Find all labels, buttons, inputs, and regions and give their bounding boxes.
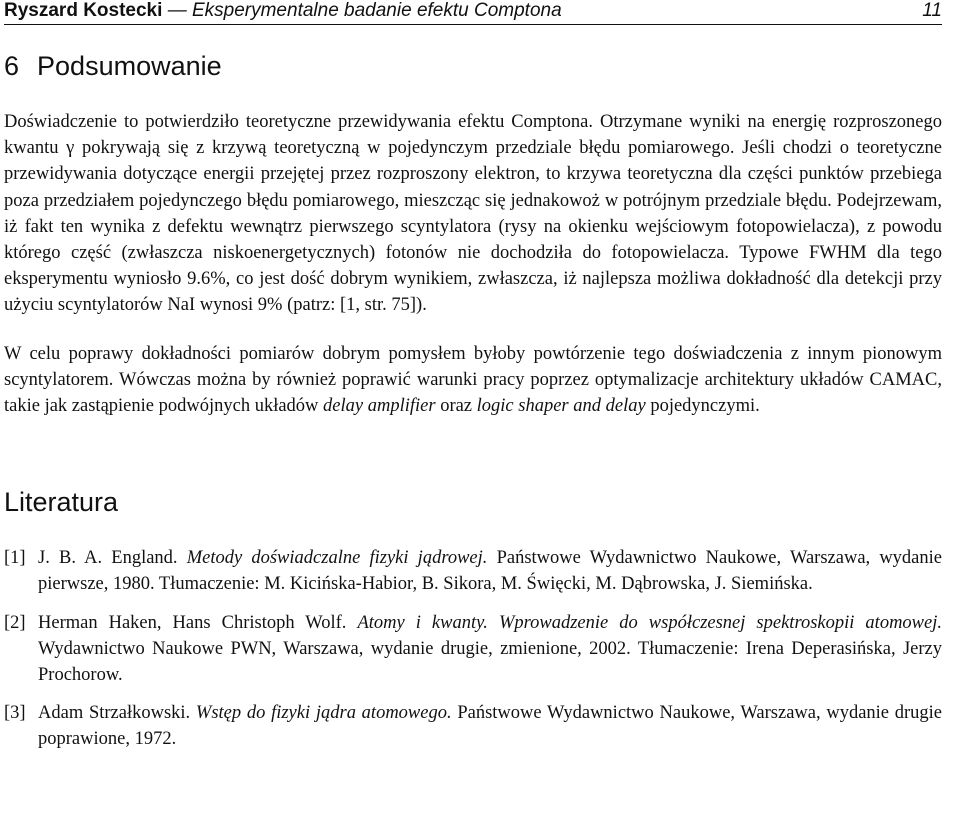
reference-item <box>4 545 942 597</box>
paragraph-2-text-2: oraz <box>435 396 477 417</box>
section-number: 6 <box>4 51 20 81</box>
reference-title: Metody doświadczalne fizyki jądrowej. <box>186 548 488 569</box>
paragraph-2-term-delay-amplifier: delay amplifier <box>323 396 436 417</box>
section-title: Podsumowanie <box>37 51 222 81</box>
paragraph-2-text-1: W celu poprawy dokładności pomiarów dobrym pomysłem byłoby powtórzenie tego doświadczenia z innym pionowym scyntylatorem. Wówczas można by również poprawić warunki pracy poprzez optymalizacje architektury układów CAMAC, takie jak zastąpienie podwójnych układów <box>4 343 942 417</box>
reference-details: Państwowe Wydawnictwo Naukowe, Warszawa, wydanie drugie poprawione, 1972. <box>38 703 942 750</box>
reference-details: Wydawnictwo Naukowe PWN, Warszawa, wydanie drugie, zmienione, 2002. Tłumaczenie: Irena Deperasińska, Jerzy Prochorow. <box>38 638 942 686</box>
reference-item <box>4 700 942 752</box>
reference-authors: Adam Strzałkowski. <box>38 703 196 724</box>
paper-page <box>4 0 942 765</box>
literature-heading: Literatura <box>4 487 119 518</box>
paragraph-2-term-logic-shaper: logic shaper and delay <box>476 396 646 417</box>
paragraph-2-text-3: pojedynczymi. <box>645 396 760 417</box>
header-title: Eksperymentalne badanie efektu Comptona <box>191 0 562 21</box>
reference-title: Wstęp do fizyki jądra atomowego. <box>195 703 452 724</box>
reference-number: [2] <box>4 612 26 633</box>
header-separator: — <box>167 0 187 21</box>
reference-number: [1] <box>4 548 26 569</box>
summary-paragraph-2 <box>4 341 942 420</box>
summary-paragraph-1: Doświadczenie to potwierdziło teoretyczne przewidywania efektu Comptona. Otrzymane wyniki na energię rozproszonego kwantu γ pokrywają się z krzywą teoretyczną w pojedynczym przedziale błędu pomiarowego. Jeśli chodzi o teoretyczne przewidywania dotyczące energii przejętej przez rozproszony elektron, to krzywa teoretyczna dla części punktów przebiega poza przedziałem pojedynczego błędu pomiarowego, mieszcząc się jednakowoż w potrójnym przedziale błędu. Podejrzewam, iż fakt ten wynika z defektu wewnątrz pierwszego scyntylatora (rysy na okienku wejściowym fotopowielacza), z powodu którego część (zwłaszcza niskoenergetycznych) fotonów nie dochodziła do fotopowielacza. Typowe FWHM dla tego eksperymentu wyniosło 9.6%, co jest dość dobrym wynikiem, zwłaszcza, iż najlepsza możliwa dokładność dla detekcji przy użyciu scyntylatorów NaI wynosi 9% (patrz: [1, str. 75]). <box>4 112 942 316</box>
reference-authors: Herman Haken, Hans Christoph Wolf. <box>38 612 358 633</box>
header-page-number: 11 <box>922 0 942 21</box>
header-author: Ryszard Kostecki <box>4 0 163 21</box>
reference-authors: J. B. A. England. <box>38 548 187 569</box>
reference-item <box>4 610 942 689</box>
reference-number: [3] <box>4 703 26 724</box>
reference-title: Atomy i kwanty. Wprowadzenie do współczesnej spektroskopii atomowej. <box>357 612 942 633</box>
reference-list <box>4 545 942 752</box>
section-heading <box>4 49 942 83</box>
reference-details: Państwowe Wydawnictwo Naukowe, Warszawa, wydanie pierwsze, 1980. Tłumaczenie: M. Kicińska-Habior, B. Sikora, M. Święcki, M. Dąbrowska, J. Siemińska. <box>38 548 942 595</box>
running-header <box>4 0 942 25</box>
